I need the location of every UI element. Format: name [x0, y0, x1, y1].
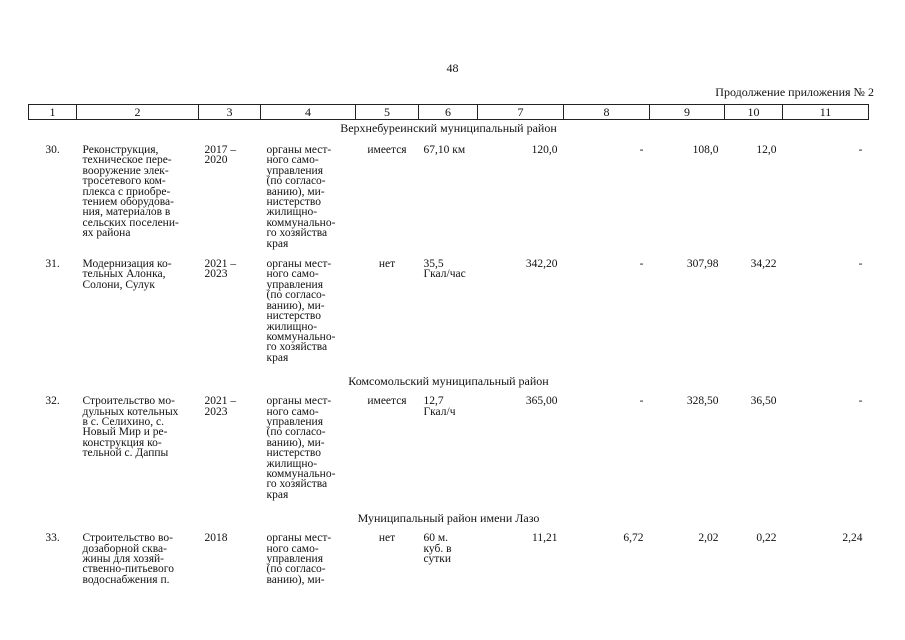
design-docs: нет	[378, 532, 396, 545]
period: 2017 – 2020	[204, 144, 237, 167]
row-number: 32.	[45, 395, 60, 408]
value-col-8: -	[639, 395, 644, 408]
period: 2021 – 2023	[204, 258, 237, 281]
region-title: Муниципальный район имени Лазо	[357, 511, 540, 526]
total-cost: 365,00	[525, 395, 558, 408]
column-number-row	[29, 105, 869, 120]
period: 2021 – 2023	[204, 395, 237, 418]
executor: органы мест- ного само- управления (по согласо- ванию), ми- нистерство жилищно- коммунально- го хозяйства края	[266, 144, 336, 250]
row-number: 33.	[45, 532, 60, 545]
region-title: Верхнебуреинский муниципальный район	[340, 121, 557, 135]
value-col-10: 34,22	[750, 258, 777, 271]
region-title: Комсомольский муниципальный район	[348, 374, 549, 389]
col-header-6: 6	[419, 105, 478, 120]
region-heading	[29, 120, 869, 146]
col-header-9: 9	[650, 105, 725, 120]
capacity: 12,7 Гкал/ч	[423, 395, 456, 418]
value-col-8: 6,72	[623, 532, 644, 545]
value-col-8: -	[639, 258, 644, 271]
value-col-9: 108,0	[692, 144, 719, 156]
col-header-7: 7	[478, 105, 564, 120]
executor: органы мест- ного само- управления (по согласо- ванию), ми- нистерство жилищно- коммунально- го хозяйства края	[266, 395, 336, 501]
design-docs: нет	[378, 258, 396, 271]
row-number: 30.	[45, 144, 60, 156]
capacity: 35,5 Гкал/час	[423, 258, 466, 281]
table-row	[29, 259, 869, 373]
row-number: 31.	[45, 258, 60, 271]
capacity: 67,10 км	[423, 144, 466, 156]
col-header-11: 11	[783, 105, 869, 120]
value-col-9: 328,50	[686, 395, 719, 408]
value-col-9: 2,02	[698, 532, 719, 545]
table-row	[29, 396, 869, 510]
value-col-11: -	[858, 395, 863, 408]
value-col-10: 36,50	[750, 395, 777, 408]
col-header-2: 2	[77, 105, 199, 120]
continuation-note: Продолжение приложения № 2	[715, 85, 874, 99]
design-docs: имеется	[367, 395, 407, 408]
design-docs: имеется	[367, 144, 407, 156]
col-header-10: 10	[725, 105, 783, 120]
col-header-1: 1	[29, 105, 77, 120]
value-col-11: 2,24	[842, 532, 863, 545]
program-table	[28, 104, 869, 585]
value-col-10: 12,0	[756, 144, 777, 156]
col-header-8: 8	[564, 105, 650, 120]
page-number: 48	[446, 61, 459, 75]
col-header-5: 5	[356, 105, 419, 120]
value-col-8: -	[639, 144, 644, 156]
measure-name: Реконструкция, техническое пере- вооружение элек- тросетевого ком- плекса с приобре- тением оборудова- ния, материалов в сельских поселени- ях района	[82, 144, 179, 240]
region-heading	[29, 373, 869, 396]
measure-name: Строительство мо- дульных котельных в с. Селихино, с. Новый Мир и ре- конструкция ко- тельной с. Даппы	[82, 395, 179, 460]
measure-name: Строительство во- дозаборной сква- жины для хозяй- ственно-питьевого водоснабжения п.	[82, 532, 174, 586]
executor: органы мест- ного само- управления (по согласо- ванию), ми-	[266, 532, 332, 586]
value-col-10: 0,22	[756, 532, 777, 545]
total-cost: 342,20	[525, 258, 558, 271]
period: 2018	[204, 532, 228, 545]
value-col-9: 307,98	[686, 258, 719, 271]
col-header-4: 4	[261, 105, 356, 120]
measure-name: Модернизация ко- тельных Алонка, Солони, Сулук	[82, 258, 172, 291]
table-row	[29, 145, 869, 259]
table-row	[29, 533, 869, 585]
value-col-11: -	[858, 258, 863, 271]
total-cost: 11,21	[532, 532, 558, 545]
executor: органы мест- ного само- управления (по согласо- ванию), ми- нистерство жилищно- коммунально- го хозяйства края	[266, 258, 336, 364]
value-col-11: -	[858, 144, 863, 156]
region-heading	[29, 510, 869, 533]
total-cost: 120,0	[531, 144, 558, 156]
capacity: 60 м. куб. в сутки	[423, 532, 452, 565]
col-header-3: 3	[199, 105, 261, 120]
